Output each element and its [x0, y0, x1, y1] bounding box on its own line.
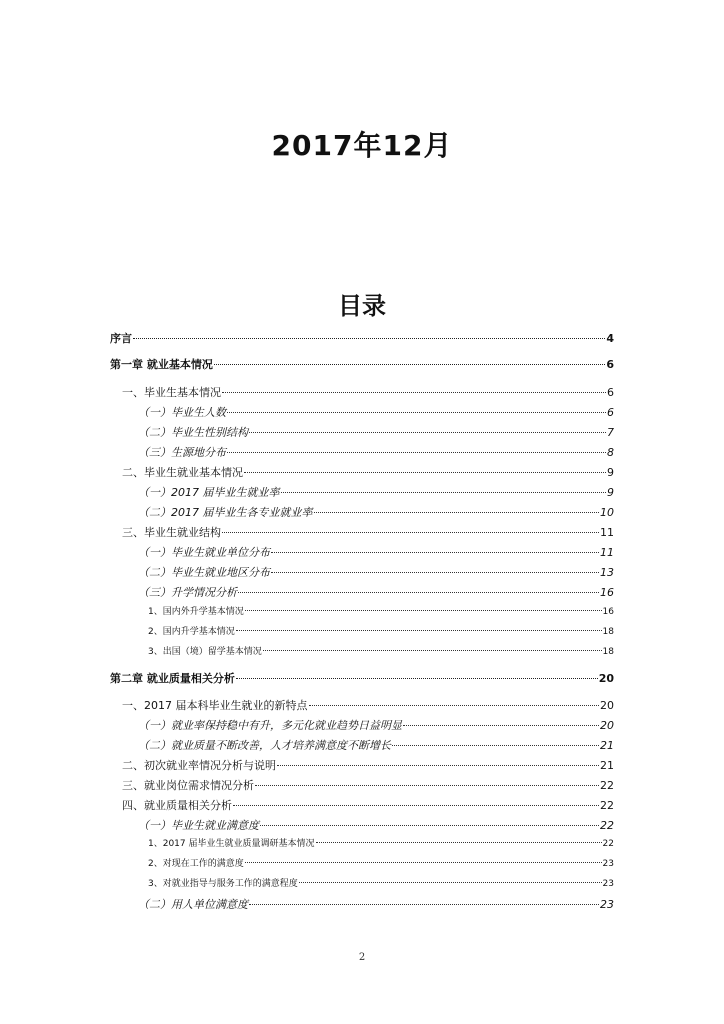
toc-entry[interactable] — [110, 777, 614, 793]
toc-entry-page: 23 — [602, 859, 614, 869]
toc-entry-page: 16 — [602, 607, 614, 617]
toc-entry-title: 第一章 就业基本情况 — [110, 358, 213, 371]
toc-entry-page: 22 — [602, 839, 614, 849]
toc-entry-page: 16 — [600, 586, 614, 599]
toc-heading: 目录 — [338, 292, 386, 320]
toc-entry[interactable] — [110, 464, 614, 480]
toc-entry[interactable] — [110, 697, 614, 713]
toc-leader-dots — [309, 705, 600, 706]
toc-entry-page: 11 — [600, 546, 614, 559]
toc-leader-dots — [236, 678, 598, 679]
toc-entry[interactable] — [110, 757, 614, 773]
toc-entry-page: 7 — [607, 426, 614, 439]
toc-entry-page: 20 — [600, 699, 614, 712]
toc-entry-page: 6 — [607, 406, 614, 419]
toc-entry-title: 二、初次就业率情况分析与说明 — [122, 759, 276, 772]
toc-entry-title: 3、对就业指导与服务工作的满意程度 — [148, 879, 298, 889]
toc-entry[interactable] — [110, 836, 614, 849]
toc-entry[interactable] — [110, 404, 614, 420]
toc-entry-title: （一）毕业生人数 — [138, 406, 226, 419]
toc-entry[interactable] — [110, 604, 614, 617]
toc-leader-dots — [249, 904, 599, 905]
toc-entry[interactable] — [110, 717, 614, 733]
toc-entry-title: （一）就业率保持稳中有升，多元化就业趋势日益明显 — [138, 719, 402, 732]
toc-entry-page: 22 — [600, 779, 614, 792]
toc-leader-dots — [271, 572, 599, 573]
toc-entry-page: 20 — [600, 719, 614, 732]
toc-leader-dots — [222, 392, 606, 393]
toc-entry-title: 第二章 就业质量相关分析 — [110, 672, 235, 685]
toc-entry-title: 四、就业质量相关分析 — [122, 799, 232, 812]
toc-entry-page: 10 — [600, 506, 614, 519]
toc-entry[interactable] — [110, 424, 614, 440]
toc-leader-dots — [403, 725, 599, 726]
toc-leader-dots — [244, 472, 606, 473]
toc-entry[interactable] — [110, 524, 614, 540]
toc-leader-dots — [233, 805, 599, 806]
toc-entry[interactable] — [110, 737, 614, 753]
toc-entry-page: 21 — [600, 759, 614, 772]
toc-entry[interactable] — [110, 856, 614, 869]
toc-entry-title: （二）2017 届毕业生各专业就业率 — [138, 506, 313, 519]
toc-entry-page: 22 — [600, 799, 614, 812]
toc-entry-title: （一）2017 届毕业生就业率 — [138, 486, 280, 499]
toc-entry-title: 序言 — [110, 332, 132, 345]
date-title: 2017年12月 — [271, 129, 453, 162]
toc-leader-dots — [249, 432, 606, 433]
toc-leader-dots — [263, 650, 602, 651]
toc-entry-title: 三、毕业生就业结构 — [122, 526, 221, 539]
toc-entry-title: （三）升学情况分析 — [138, 586, 237, 599]
toc-entry-title: 二、毕业生就业基本情况 — [122, 466, 243, 479]
toc-entry-page: 9 — [607, 466, 614, 479]
toc-leader-dots — [255, 785, 599, 786]
toc-entry-title: （二）毕业生性别结构 — [138, 426, 248, 439]
toc-leader-dots — [314, 512, 600, 513]
toc-leader-dots — [227, 412, 606, 413]
toc-entry-page: 13 — [600, 566, 614, 579]
toc-leader-dots — [260, 825, 599, 826]
toc-entry-title: 2、对现在工作的满意度 — [148, 859, 244, 869]
toc-leader-dots — [392, 745, 599, 746]
toc-entry-title: （一）毕业生就业满意度 — [138, 819, 259, 832]
toc-entry-title: 一、毕业生基本情况 — [122, 386, 221, 399]
toc-entry-page: 22 — [600, 819, 614, 832]
toc-entry[interactable] — [110, 356, 614, 372]
toc-leader-dots — [133, 338, 605, 339]
toc-entry[interactable] — [110, 624, 614, 637]
toc-entry[interactable] — [110, 564, 614, 580]
toc-entry[interactable] — [110, 644, 614, 657]
toc-entry[interactable] — [110, 797, 614, 813]
toc-entry[interactable] — [110, 584, 614, 600]
toc-entry-page: 8 — [607, 446, 614, 459]
toc-entry-page: 21 — [600, 739, 614, 752]
toc-entry-title: 2、国内升学基本情况 — [148, 627, 235, 637]
toc-entry-title: 一、2017 届本科毕业生就业的新特点 — [122, 699, 308, 712]
toc-entry[interactable] — [110, 817, 614, 833]
toc-entry[interactable] — [110, 670, 614, 686]
toc-entry-page: 4 — [606, 332, 614, 345]
toc-entry-title: 三、就业岗位需求情况分析 — [122, 779, 254, 792]
toc-entry[interactable] — [110, 876, 614, 889]
toc-leader-dots — [281, 492, 607, 493]
toc-leader-dots — [277, 765, 599, 766]
toc-leader-dots — [227, 452, 606, 453]
toc-leader-dots — [245, 862, 602, 863]
toc-leader-dots — [238, 592, 599, 593]
toc-leader-dots — [299, 882, 602, 883]
toc-entry[interactable] — [110, 544, 614, 560]
toc-entry-page: 23 — [602, 879, 614, 889]
toc-entry-page: 20 — [598, 672, 614, 685]
toc-leader-dots — [316, 842, 602, 843]
toc-entry[interactable] — [110, 484, 614, 500]
toc-entry-page: 9 — [607, 486, 614, 499]
toc-entry[interactable] — [110, 504, 614, 520]
toc-leader-dots — [222, 532, 599, 533]
toc-leader-dots — [236, 630, 602, 631]
toc-entry-title: （二）毕业生就业地区分布 — [138, 566, 270, 579]
toc-leader-dots — [245, 610, 602, 611]
toc-entry-page: 6 — [606, 358, 614, 371]
toc-entry-page: 11 — [600, 526, 614, 539]
toc-entry[interactable] — [110, 384, 614, 400]
toc-entry-title: 1、2017 届毕业生就业质量调研基本情况 — [148, 839, 315, 849]
page-number: 2 — [358, 952, 366, 963]
toc-leader-dots — [271, 552, 599, 553]
toc-leader-dots — [214, 364, 606, 365]
toc-entry-page: 18 — [602, 627, 614, 637]
toc-entry-page: 23 — [600, 898, 614, 911]
toc-entry-title: 1、国内外升学基本情况 — [148, 607, 244, 617]
toc-entry-page: 18 — [602, 647, 614, 657]
toc-entry-title: （二）用人单位满意度 — [138, 898, 248, 911]
toc-entry[interactable] — [110, 330, 614, 346]
toc-entry-title: （二）就业质量不断改善，人才培养满意度不断增长 — [138, 739, 391, 752]
toc-entry-title: 3、出国（境）留学基本情况 — [148, 647, 262, 657]
toc-entry-title: （一）毕业生就业单位分布 — [138, 546, 270, 559]
toc-entry-title: （三）生源地分布 — [138, 446, 226, 459]
toc-entry[interactable] — [110, 896, 614, 912]
toc-entry[interactable] — [110, 444, 614, 460]
toc-entry-page: 6 — [607, 386, 614, 399]
